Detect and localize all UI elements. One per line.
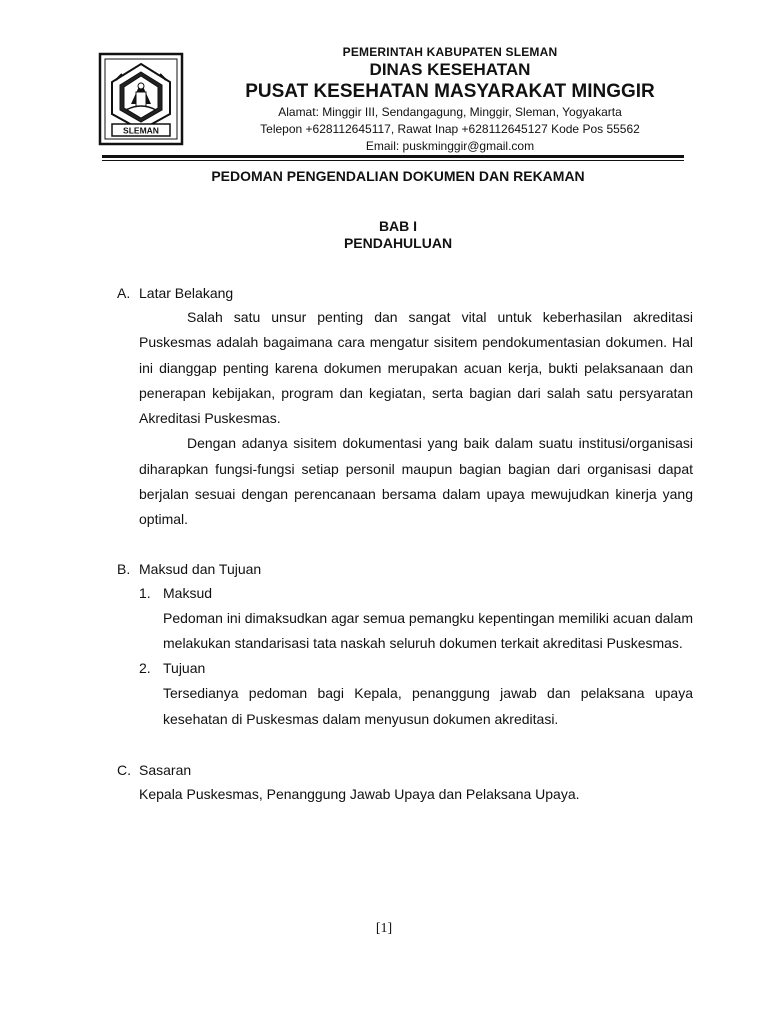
sleman-regency-logo — [98, 52, 184, 146]
subsection-title: Tujuan — [163, 660, 206, 677]
paragraph: Salah satu unsur penting dan sangat vital untuk keberhasilan akreditasi Puskesmas adalah bagaimana cara mengatur sisitem pendokumentasian dokumen. Hal ini dianggap penting karena dokumen merupakan acuan kerja, bukti pelaksanaan dan penerapan kebijakan, program dan kegiatan, serta bagian dari salah satu persyaratan Akreditasi Puskesmas. — [139, 309, 693, 427]
chapter-number: BAB I — [378, 218, 418, 234]
section-title: Latar Belakang — [139, 285, 234, 301]
email-line: Email: puskminggir@gmail.com — [365, 139, 535, 153]
document-title: PEDOMAN PENGENDALIAN DOKUMEN DAN REKAMAN — [211, 168, 585, 184]
phone-line: Telepon +628112645117, Rawat Inap +628112645127 Kode Pos 55562 — [260, 122, 640, 136]
paragraph: Tersedianya pedoman bagi Kepala, penanggung jawab dan pelaksana upaya kesehatan di Puskesmas dalam menyusun dokumen akreditasi. — [163, 685, 693, 727]
letterhead-divider — [102, 155, 684, 158]
paragraph: Kepala Puskesmas, Penanggung Jawab Upaya dan Pelaksana Upaya. — [139, 785, 580, 802]
subsection-heading — [139, 656, 693, 681]
section-title: Sasaran — [139, 761, 192, 778]
paragraph: Dengan adanya sisitem dokumentasi yang baik dalam suatu institusi/organisasi diharapkan fungsi-fungsi setiap personil maupun bagian bagian dari organisasi dapat berjalan sesuai dengan perencanaan bersama dalam upaya mewujudkan kinerja yang optimal. — [139, 435, 693, 528]
list-marker: 1. — [139, 584, 151, 601]
letterhead-divider-thin — [102, 160, 684, 161]
chapter-title: PENDAHULUAN — [343, 235, 453, 251]
document-body — [117, 281, 693, 807]
section-heading-a — [117, 281, 693, 305]
section-marker: C. — [117, 761, 131, 778]
address-line: Alamat: Minggir III, Sendangagung, Minggir, Sleman, Yogyakarta — [278, 105, 622, 119]
list-marker: 2. — [139, 660, 151, 677]
logo-text: SLEMAN — [123, 125, 159, 136]
chapter-heading — [100, 218, 696, 252]
subsection-title: Maksud — [163, 584, 213, 601]
institution-name: PUSAT KESEHATAN MASYARAKAT MINGGIR — [245, 81, 655, 102]
section-heading-c — [117, 758, 693, 782]
section-title: Maksud dan Tujuan — [139, 560, 262, 577]
letterhead — [200, 44, 700, 155]
subsection-heading — [139, 581, 693, 606]
agency-name: DINAS KESEHATAN — [369, 60, 531, 79]
page-number: [1] — [375, 921, 393, 936]
paragraph: Pedoman ini dimaksudkan agar semua pemangku kepentingan memiliki acuan dalam melakukan standarisasi tata naskah seluruh dokumen terkait akreditasi Puskesmas. — [163, 609, 693, 651]
government-name: PEMERINTAH KABUPATEN SLEMAN — [342, 45, 558, 59]
section-marker: B. — [117, 560, 131, 577]
section-heading-b — [117, 557, 693, 581]
section-marker: A. — [117, 285, 131, 301]
